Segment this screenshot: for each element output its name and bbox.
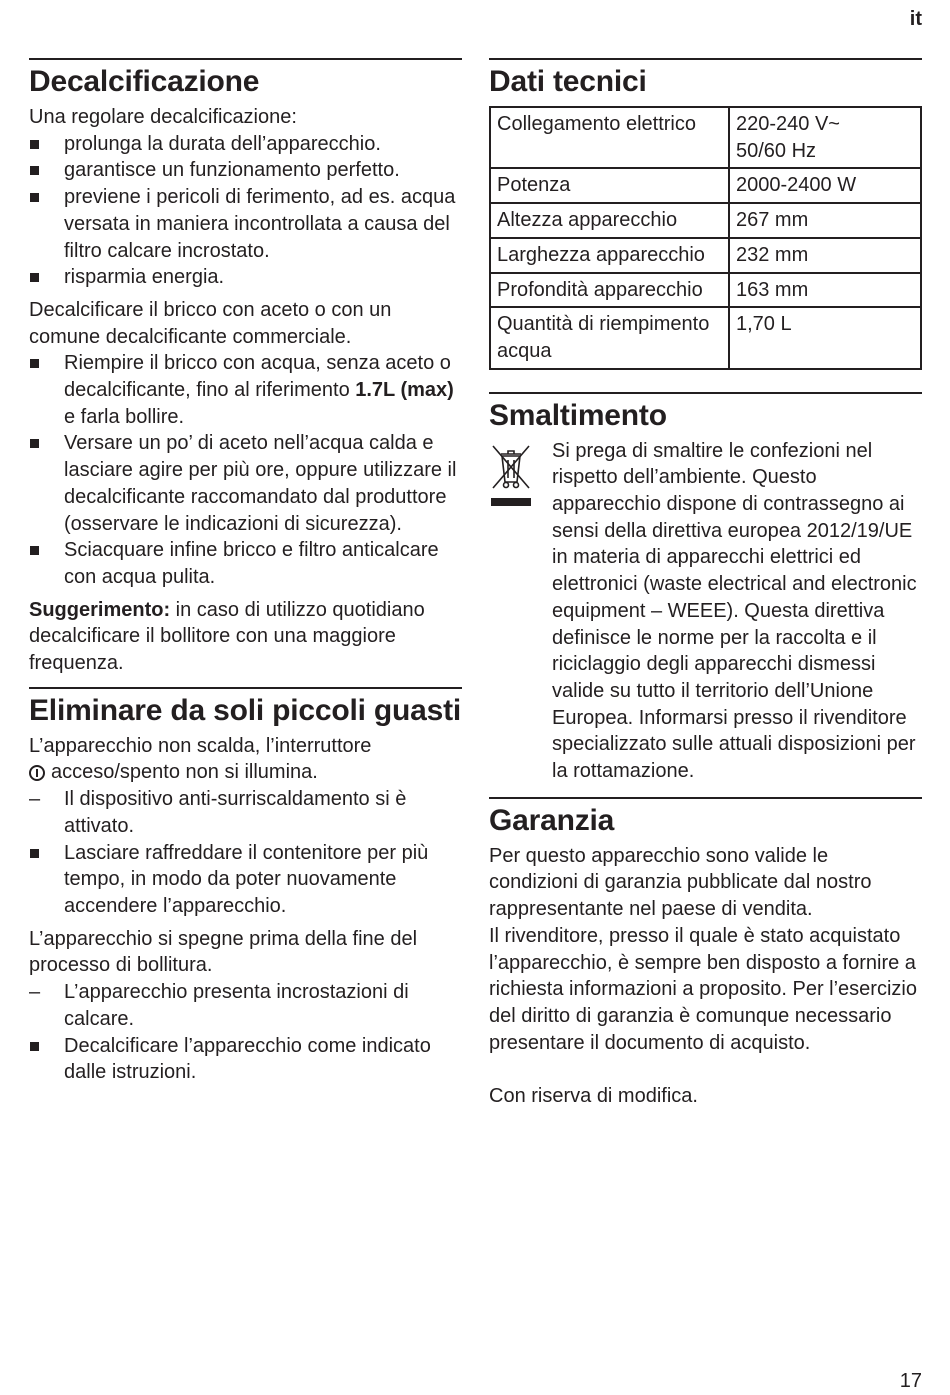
cause-item: – L’apparecchio presenta incrostazioni di calcare. (29, 981, 409, 1030)
step-item: Versare un po’ di aceto nell’acqua calda e lasciare agire per più ore, oppure utilizzare il decalcificante raccomandato dal produttore (osservare le indicazioni di sicurezza). (29, 430, 462, 537)
spec-value: 2000-2400 W (729, 168, 921, 203)
square-bullet-icon (30, 546, 39, 555)
square-bullet-icon (30, 439, 39, 448)
square-bullet-icon (30, 193, 39, 202)
right-column (489, 58, 922, 1120)
spec-label: Potenza (490, 168, 729, 203)
tip-text: Suggerimento: in caso di utilizzo quotidiano decalcificare il bollitore con una maggiore frequenza. (29, 598, 425, 675)
section-guasti (29, 687, 462, 1086)
spec-value: 1,70 L (729, 307, 921, 368)
section-decalcificazione (29, 58, 462, 677)
dash-marker: – (29, 788, 41, 811)
spec-value: 267 mm (729, 203, 921, 238)
left-column (29, 58, 462, 1096)
section-title-garanzia: Garanzia (489, 803, 615, 837)
table-row (490, 168, 921, 203)
spec-label: Profondità apparecchio (490, 273, 729, 308)
problem-text: L’apparecchio si spegne prima della fine del processo di bollitura. (29, 927, 418, 977)
benefit-item: prolunga la durata dell’apparecchio. (29, 131, 462, 158)
remedy-item: Lasciare raffreddare il contenitore per più tempo, in modo da poter nuovamente accendere l’apparecchio. (29, 840, 462, 920)
table-row (490, 107, 921, 168)
square-bullet-icon (30, 166, 39, 175)
square-bullet-icon (30, 849, 39, 858)
spec-label: Larghezza apparecchio (490, 238, 729, 273)
square-bullet-icon (30, 273, 39, 282)
spec-label: Quantità di riempimento acqua (490, 307, 729, 368)
section-title-dati-tecnici: Dati tecnici (489, 65, 647, 98)
tip-label: Suggerimento: (29, 598, 171, 621)
page-number: 17 (899, 1370, 922, 1392)
step-item: Riempire il bricco con acqua, senza aceto o decalcificante, fino al riferimento 1.7L (max) e farla bollire. (29, 350, 462, 430)
spec-value: 163 mm (729, 273, 921, 308)
reservation-text: Con riserva di modifica. (489, 1085, 698, 1108)
square-bullet-icon (30, 359, 39, 368)
table-row (490, 307, 921, 368)
square-bullet-icon (30, 140, 39, 149)
table-row (490, 273, 921, 308)
spec-label: Altezza apparecchio (490, 203, 729, 238)
spec-table (489, 106, 922, 370)
section-title-decalcificazione: Decalcificazione (29, 65, 260, 98)
table-row (490, 238, 921, 273)
benefit-item: garantisce un funzionamento perfetto. (29, 157, 462, 184)
benefit-item: previene i pericoli di ferimento, ad es. acqua versata in maniera incontrollata a causa del filtro calcare incrostato. (29, 184, 462, 264)
section-title-guasti: Eliminare da soli piccoli guasti (29, 693, 462, 727)
intro-text: Una regolare decalcificazione: (29, 106, 297, 128)
spec-value: 220-240 V~ 50/60 Hz (729, 107, 921, 168)
step-item: Sciacquare infine bricco e filtro anticalcare con acqua pulita. (29, 537, 462, 590)
disposal-block (489, 438, 922, 785)
cause-item: – Il dispositivo anti-surriscaldamento si è attivato. (29, 788, 407, 837)
language-code: it (909, 8, 922, 30)
spec-label: Collegamento elettrico (490, 107, 729, 168)
remedy-item: Decalcificare l’apparecchio come indicato dalle istruzioni. (29, 1033, 462, 1086)
table-row (490, 203, 921, 238)
max-marking: 1.7L (max) (355, 379, 454, 402)
weee-crossed-bin-icon (489, 440, 533, 512)
benefit-item: risparmia energia. (29, 264, 462, 291)
method-text: Decalcificare il bricco con aceto o con un comune decalcificante commerciale. (29, 298, 392, 348)
warranty-text: Per questo apparecchio sono valide le condizioni di garanzia pubblicate dal nostro rappresentante nel paese di vendita. (489, 844, 872, 921)
disposal-text: Si prega di smaltire le confezioni nel rispetto dell’ambiente. Questo apparecchio dispone di contrassegno ai sensi della direttiva europea 2012/19/UE in materia di apparecchi elettrici ed elettronici (waste electrical and electronic equipment – WEEE). Questa direttiva definisce le norme per la raccolta e il riciclaggio degli apparecchi dismessi valide su tutto il territorio dell’Unione Europea. Informarsi presso il rivenditore specializzato sulle attuali disposizioni per la rottamazione. (552, 439, 917, 783)
section-dati-tecnici (489, 58, 922, 370)
spec-value: 232 mm (729, 238, 921, 273)
power-button-icon (29, 765, 45, 781)
square-bullet-icon (30, 1042, 39, 1051)
section-smaltimento (489, 392, 922, 785)
section-garanzia (489, 797, 922, 1110)
problem-text: L’apparecchio non scalda, l’interruttore acceso/spento non si illumina. (29, 734, 372, 784)
warranty-text: Il rivenditore, presso il quale è stato acquistato l’apparecchio, è sempre ben disposto a fornire a richiesta informazioni a proposito. Per l’esercizio del diritto di garanzia è comunque necessario presentare il documento di acquisto. (489, 924, 917, 1054)
dash-marker: – (29, 981, 41, 1004)
section-title-smaltimento: Smaltimento (489, 398, 667, 432)
